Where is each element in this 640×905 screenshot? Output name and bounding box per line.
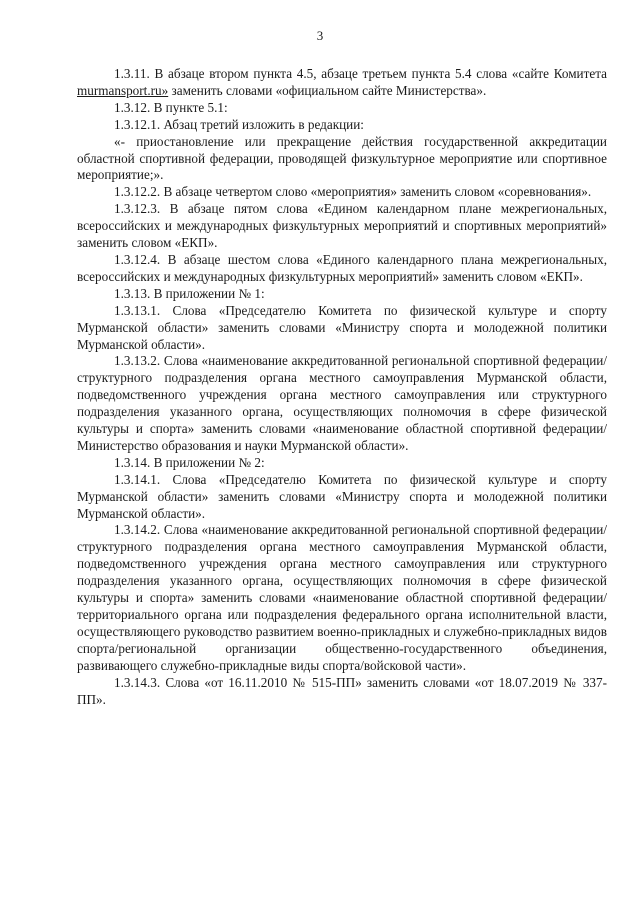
paragraph-1-3-13-2: 1.3.13.2. Слова «наименование аккредитованной региональной спортивной федерации/структурного подразделения органа местного самоуправления Мурманской области, подведомственного учреждения органа местного самоуправления или структурного подразделения указанного органа, осуществляющих полномочия в сфере физической культуры и спорта» заменить словами «наименование областной спортивной федерации/Министерство образования и науки Мурманской области». — [77, 353, 607, 453]
paragraph-1-3-13: 1.3.13. В приложении № 1: — [114, 285, 265, 301]
document-body — [77, 66, 607, 708]
quoted-paragraph: «- приостановление или прекращение действия государственной аккредитации областной спортивной федерации, проводящей физкультурное мероприятие или спортивное мероприятие;». — [77, 133, 607, 183]
paragraph-text-post: заменить словами «официальном сайте Министерства». — [168, 82, 487, 98]
paragraph-1-3-14-1: 1.3.14.1. Слова «Председателю Комитета по физической культуре и спорту Мурманской области» заменить словами «Министру спорта и молодежной политики Мурманской области». — [77, 471, 607, 521]
paragraph-1-3-12-4: 1.3.12.4. В абзаце шестом слова «Единого календарного плана межрегиональных, всероссийских и международных физкультурных мероприятий» заменить словом «ЕКП». — [77, 251, 607, 284]
page-number: 3 — [316, 28, 324, 43]
paragraph-1-3-14-2: 1.3.14.2. Слова «наименование аккредитованной региональной спортивной федерации/структурного подразделения органа местного самоуправления Мурманской области, подведомственного учреждения органа местного самоуправления или структурного подразделения указанного органа, осуществляющих полномочия в сфере физической культуры и спорта» заменить словами «наименование областной спортивной федерации/территориального органа или подразделения федерального органа исполнительной власти, осуществляющего руководство развитием военно-прикладных и служебно-прикладных видов спорта/региональной организации общественно-государственного объединения, развивающего служебно-прикладные виды спорта/войсковой части». — [77, 522, 607, 673]
paragraph-1-3-12-1: 1.3.12.1. Абзац третий изложить в редакции: — [114, 116, 364, 132]
paragraph-1-3-12-2: 1.3.12.2. В абзаце четвертом слово «мероприятия» заменить словом «соревнования». — [114, 184, 592, 200]
paragraph-1-3-11 — [77, 66, 607, 100]
paragraph-1-3-13-1: 1.3.13.1. Слова «Председателю Комитета по физической культуре и спорту Мурманской области» заменить словами «Министру спорта и молодежной политики Мурманской области». — [77, 302, 607, 352]
paragraph-text-pre: 1.3.11. В абзаце втором пункта 4.5, абзаце третьем пункта 5.4 слова «сайте Комитета — [114, 66, 607, 81]
paragraph-1-3-14-3: 1.3.14.3. Слова «от 16.11.2010 № 515-ПП» заменить словами «от 18.07.2019 № 337-ПП». — [77, 674, 607, 707]
paragraph-1-3-12-3: 1.3.12.3. В абзаце пятом слова «Едином календарном плане межрегиональных, всероссийских и международных физкультурных мероприятий и спортивных мероприятий» заменить словом «ЕКП». — [77, 201, 607, 251]
website-link[interactable]: murmansport.ru» — [77, 82, 169, 98]
paragraph-1-3-12: 1.3.12. В пункте 5.1: — [114, 99, 228, 115]
paragraph-1-3-14: 1.3.14. В приложении № 2: — [114, 454, 265, 470]
